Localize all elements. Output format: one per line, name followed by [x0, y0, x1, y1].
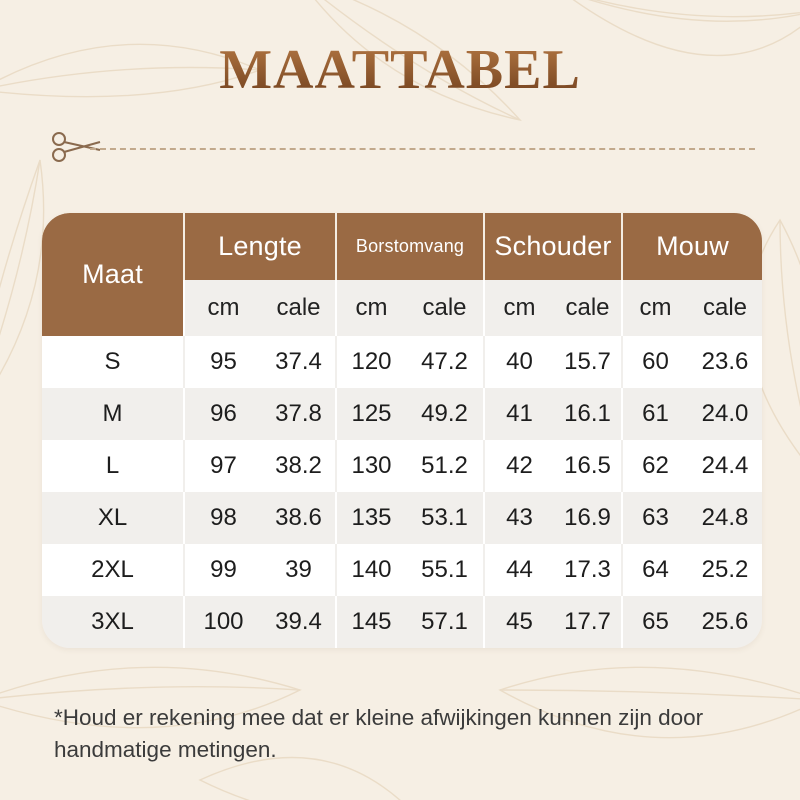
table-row — [42, 336, 762, 388]
value-cell: 130 — [336, 440, 406, 492]
unit-cell: cm — [484, 280, 554, 336]
value-cell: 63 — [622, 492, 688, 544]
value-cell: 39.4 — [262, 596, 336, 648]
value-cell: 17.7 — [554, 596, 622, 648]
value-cell: 61 — [622, 388, 688, 440]
value-cell: 45 — [484, 596, 554, 648]
value-cell: 37.8 — [262, 388, 336, 440]
group-header-borstomvang: Borstomvang — [336, 213, 484, 280]
group-header-schouder: Schouder — [484, 213, 622, 280]
size-cell: S — [42, 336, 184, 388]
value-cell: 64 — [622, 544, 688, 596]
value-cell: 65 — [622, 596, 688, 648]
table-row — [42, 388, 762, 440]
table-row — [42, 596, 762, 648]
value-cell: 40 — [484, 336, 554, 388]
value-cell: 42 — [484, 440, 554, 492]
size-table — [42, 213, 762, 648]
value-cell: 120 — [336, 336, 406, 388]
value-cell: 41 — [484, 388, 554, 440]
value-cell: 47.2 — [406, 336, 484, 388]
value-cell: 49.2 — [406, 388, 484, 440]
unit-cell: cale — [554, 280, 622, 336]
value-cell: 140 — [336, 544, 406, 596]
value-cell: 51.2 — [406, 440, 484, 492]
table-row — [42, 440, 762, 492]
unit-cell: cm — [184, 280, 262, 336]
group-header-lengte: Lengte — [184, 213, 336, 280]
value-cell: 53.1 — [406, 492, 484, 544]
value-cell: 16.1 — [554, 388, 622, 440]
value-cell: 39 — [262, 544, 336, 596]
value-cell: 24.0 — [688, 388, 762, 440]
size-cell: M — [42, 388, 184, 440]
value-cell: 98 — [184, 492, 262, 544]
size-cell: 3XL — [42, 596, 184, 648]
value-cell: 16.9 — [554, 492, 622, 544]
value-cell: 37.4 — [262, 336, 336, 388]
group-header-mouw: Mouw — [622, 213, 762, 280]
value-cell: 24.8 — [688, 492, 762, 544]
value-cell: 23.6 — [688, 336, 762, 388]
unit-cell: cm — [336, 280, 406, 336]
value-cell: 57.1 — [406, 596, 484, 648]
value-cell: 38.6 — [262, 492, 336, 544]
size-cell: XL — [42, 492, 184, 544]
size-cell: 2XL — [42, 544, 184, 596]
unit-cell: cale — [406, 280, 484, 336]
measurement-note: *Houd er rekening mee dat er kleine afwijkingen kunnen zijn door handmatige metingen. — [54, 705, 704, 762]
value-cell: 43 — [484, 492, 554, 544]
unit-cell: cm — [622, 280, 688, 336]
value-cell: 135 — [336, 492, 406, 544]
unit-cell: cale — [262, 280, 336, 336]
unit-cell: cale — [688, 280, 762, 336]
header-row — [42, 213, 762, 280]
value-cell: 25.2 — [688, 544, 762, 596]
cut-line — [90, 148, 755, 150]
value-cell: 44 — [484, 544, 554, 596]
value-cell: 25.6 — [688, 596, 762, 648]
value-cell: 97 — [184, 440, 262, 492]
value-cell: 17.3 — [554, 544, 622, 596]
size-column-header: Maat — [42, 213, 184, 336]
value-cell: 55.1 — [406, 544, 484, 596]
value-cell: 62 — [622, 440, 688, 492]
value-cell: 24.4 — [688, 440, 762, 492]
value-cell: 100 — [184, 596, 262, 648]
value-cell: 125 — [336, 388, 406, 440]
size-cell: L — [42, 440, 184, 492]
value-cell: 99 — [184, 544, 262, 596]
value-cell: 60 — [622, 336, 688, 388]
value-cell: 95 — [184, 336, 262, 388]
value-cell: 15.7 — [554, 336, 622, 388]
page-title: MAATTABEL — [0, 38, 800, 102]
value-cell: 16.5 — [554, 440, 622, 492]
table-row — [42, 492, 762, 544]
scissors-icon — [50, 130, 102, 164]
table-row — [42, 544, 762, 596]
value-cell: 145 — [336, 596, 406, 648]
value-cell: 38.2 — [262, 440, 336, 492]
value-cell: 96 — [184, 388, 262, 440]
